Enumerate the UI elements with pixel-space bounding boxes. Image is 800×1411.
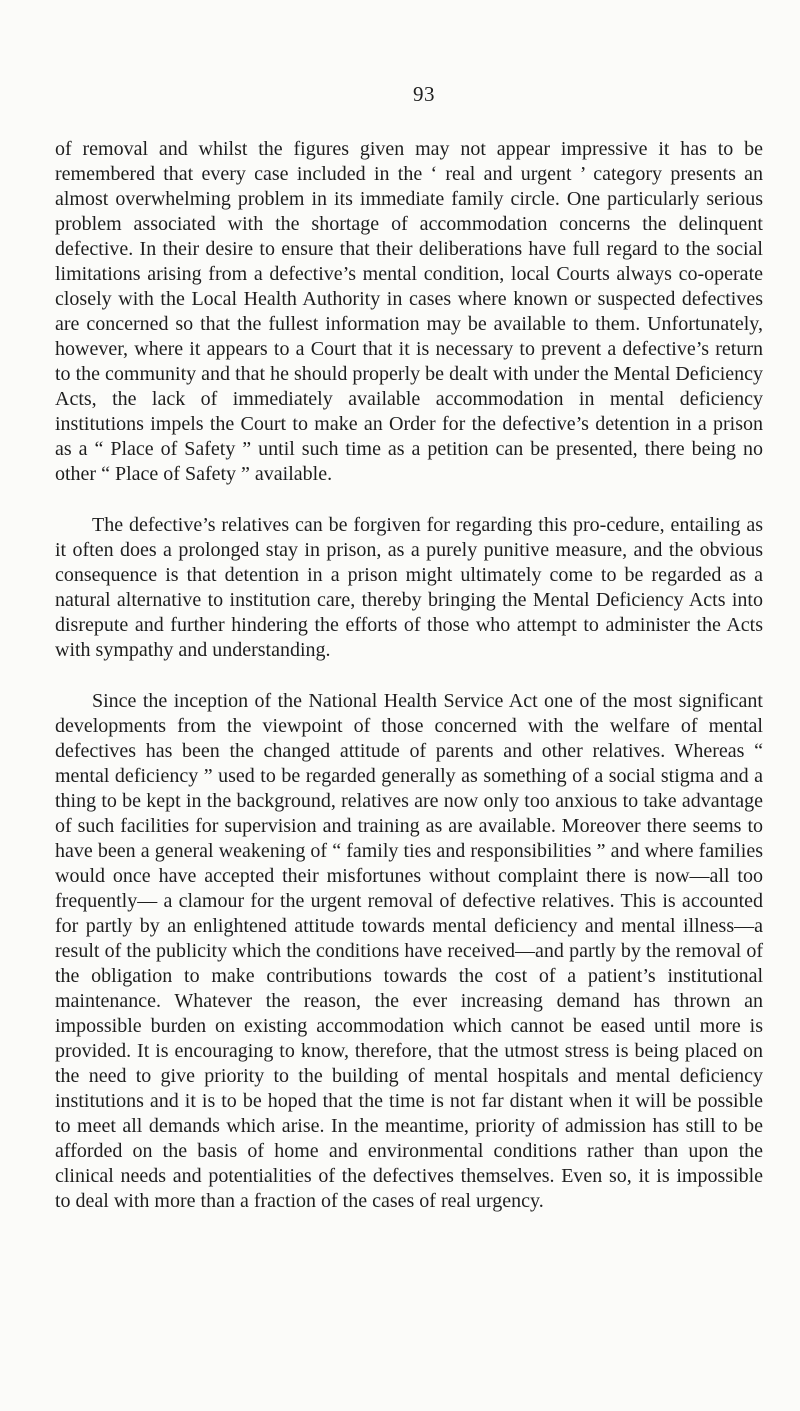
document-page xyxy=(55,82,763,1214)
paragraph-1: of removal and whilst the figures given may not appear impressive it has to be remembered that every case included in the ‘ real and urgent ’ category presents an almost overwhelming problem in its immediate family circle. One particularly serious problem associated with the shortage of accommodation concerns the delinquent defective. In their desire to ensure that their deliberations have full regard to the social limitations arising from a defective’s mental condition, local Courts always co-operate closely with the Local Health Authority in cases where known or suspected defectives are concerned so that the fullest information may be available to them. Unfortunately, however, where it appears to a Court that it is necessary to prevent a defective’s return to the community and that he should properly be dealt with under the Mental Deficiency Acts, the lack of immediately available accommodation in mental deficiency institutions impels the Court to make an Order for the defective’s detention in a prison as a “ Place of Safety ” until such time as a petition can be presented, there being no other “ Place of Safety ” available. xyxy=(55,138,763,485)
paragraph-2: The defective’s relatives can be forgiven for regarding this pro-cedure, entailing as it often does a prolonged stay in prison, as a purely punitive measure, and the obvious consequence is that detention in a prison might ultimately come to be regarded as a natural alternative to institution care, thereby bringing the Mental Deficiency Acts into disrepute and further hindering the efforts of those who attempt to administer the Acts with sympathy and understanding. xyxy=(55,514,763,661)
paragraph-gap xyxy=(55,663,763,689)
paragraph-gap xyxy=(55,487,763,513)
paragraph-3: Since the inception of the National Health Service Act one of the most significant developments from the viewpoint of those concerned with the welfare of mental defectives has been the changed attitude of parents and other relatives. Whereas “ mental deficiency ” used to be regarded generally as something of a social stigma and a thing to be kept in the background, relatives are now only too anxious to take advantage of such facilities for supervision and training as are available. Moreover there seems to have been a general weakening of “ family ties and responsibilities ” and where families would once have accepted their misfortunes without complaint there is now—all too frequently— a clamour for the urgent removal of defective relatives. This is accounted for partly by an enlightened attitude towards mental deficiency and mental illness—a result of the publicity which the conditions have received—and partly by the removal of the obligation to make contributions towards the cost of a patient’s institutional maintenance. Whatever the reason, the ever increasing demand has thrown an impossible burden on existing accommodation which cannot be eased until more is provided. It is encouraging to know, therefore, that the utmost stress is being placed on the need to give priority to the building of mental hospitals and mental deficiency institutions and it is to be hoped that the time is not far distant when it will be possible to meet all demands which arise. In the meantime, priority of admission has still to be afforded on the basis of home and environmental conditions rather than upon the clinical needs and potentialities of the defectives themselves. Even so, it is impossible to deal with more than a fraction of the cases of real urgency. xyxy=(55,690,763,1212)
page-number: 93 xyxy=(413,82,435,106)
